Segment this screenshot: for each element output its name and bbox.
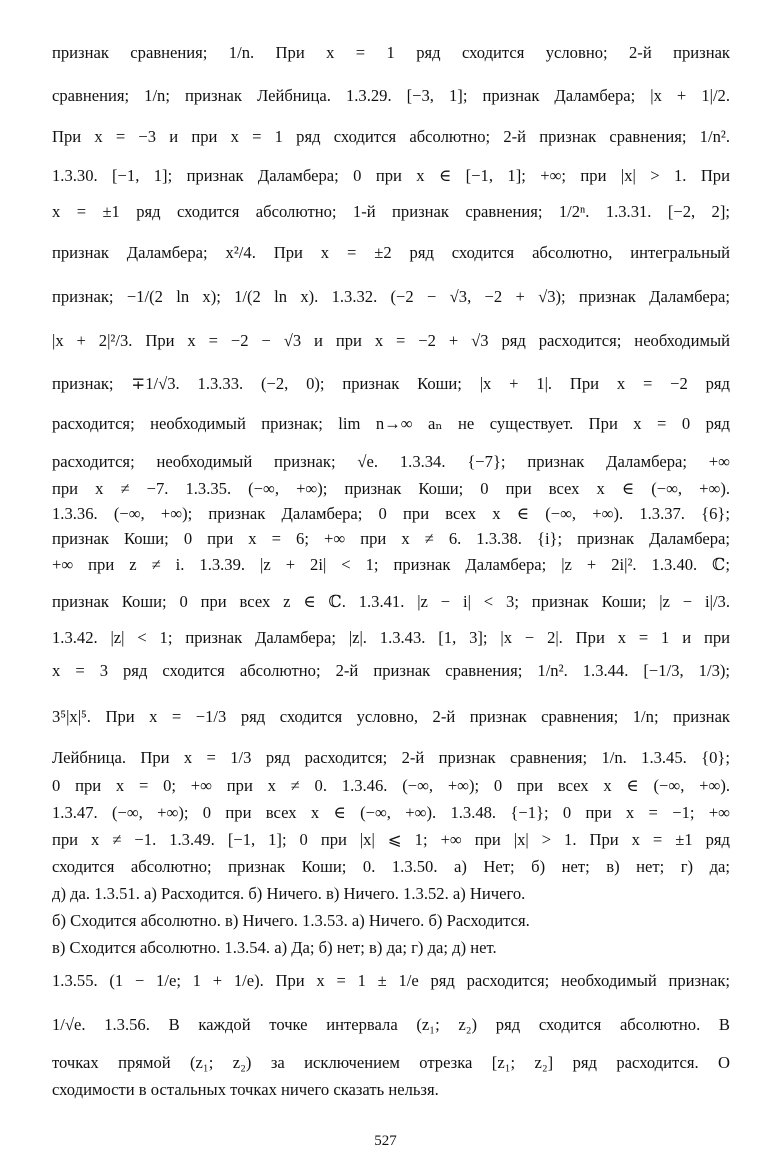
text-line: |x + 2|²/3. При x = −2 − √3 и при x = −2 + √3 ряд расходится; необходимый [52,331,730,350]
text-line: 1.3.42. |z| < 1; признак Даламбера; |z|. 1.3.43. [1, 3]; |x − 2|. При x = 1 и при [52,628,730,647]
text-line: сходимости в остальных точках ничего сказать нельзя. [52,1080,439,1099]
text-line: Лейбница. При x = 1/3 ряд расходится; 2-й признак сравнения; 1/n. 1.3.45. {0}; [52,748,730,767]
text-line: при x ≠ −1. 1.3.49. [−1, 1]; 0 при |x| ⩽ 1; +∞ при |x| > 1. При x = ±1 ряд [52,830,730,849]
text-line: При x = −3 и при x = 1 ряд сходится абсолютно; 2-й признак сравнения; 1/n². [52,127,730,146]
text-line: +∞ при z ≠ i. 1.3.39. |z + 2i| < 1; признак Даламбера; |z + 2i|². 1.3.40. ℂ; [52,555,730,574]
text-line: признак Коши; 0 при x = 6; +∞ при x ≠ 6. 1.3.38. {i}; признак Даламбера; [52,529,730,548]
text-line: при x ≠ −7. 1.3.35. (−∞, +∞); признак Коши; 0 при всех x ∈ (−∞, +∞). [52,479,730,498]
text-line: 3⁵|x|⁵. При x = −1/3 ряд сходится условно, 2-й признак сравнения; 1/n; признак [52,707,730,726]
text-line: сравнения; 1/n; признак Лейбница. 1.3.29. [−3, 1]; признак Даламбера; |x + 1|/2. [52,86,730,105]
text-line: точках прямой (z₁; z₂) за исключением отрезка [z₁; z₂] ряд расходится. О [52,1053,730,1072]
text-line: сходится абсолютно; признак Коши; 0. 1.3.50. а) Нет; б) нет; в) нет; г) да; [52,857,730,876]
text-line: в) Сходится абсолютно. 1.3.54. а) Да; б) нет; в) да; г) да; д) нет. [52,938,497,957]
text-line: 1.3.30. [−1, 1]; признак Даламбера; 0 при x ∈ [−1, 1]; +∞; при |x| > 1. При [52,166,730,185]
text-line: x = ±1 ряд сходится абсолютно; 1-й признак сравнения; 1/2ⁿ. 1.3.31. [−2, 2]; [52,202,730,221]
text-line: 0 при x = 0; +∞ при x ≠ 0. 1.3.46. (−∞, +∞); 0 при всех x ∈ (−∞, +∞). [52,776,730,795]
text-line: признак сравнения; 1/n. При x = 1 ряд сходится условно; 2-й признак [52,43,730,62]
text-line: 1.3.47. (−∞, +∞); 0 при всех x ∈ (−∞, +∞). 1.3.48. {−1}; 0 при x = −1; +∞ [52,803,730,822]
text-line: б) Сходится абсолютно. в) Ничего. 1.3.53. а) Ничего. б) Расходится. [52,911,530,930]
text-line: признак; ∓1/√3. 1.3.33. (−2, 0); признак Коши; |x + 1|. При x = −2 ряд [52,374,730,393]
text-line: расходится; необходимый признак; lim n→∞ aₙ не существует. При x = 0 ряд [52,414,730,433]
text-line: 1/√e. 1.3.56. В каждой точке интервала (z₁; z₂) ряд сходится абсолютно. В [52,1015,730,1034]
text-line: д) да. 1.3.51. а) Расходится. б) Ничего. в) Ничего. 1.3.52. а) Ничего. [52,884,526,903]
text-line: признак Даламбера; x²/4. При x = ±2 ряд сходится абсолютно, интегральный [52,243,730,262]
text-line: признак; −1/(2 ln x); 1/(2 ln x). 1.3.32. (−2 − √3, −2 + √3); признак Даламбера; [52,287,730,306]
text-line: признак Коши; 0 при всех z ∈ ℂ. 1.3.41. |z − i| < 3; признак Коши; |z − i|/3. [52,592,730,611]
text-line: 1.3.55. (1 − 1/e; 1 + 1/e). При x = 1 ± 1/e ряд расходится; необходимый признак; [52,971,730,990]
text-line: 1.3.36. (−∞, +∞); признак Даламбера; 0 при всех x ∈ (−∞, +∞). 1.3.37. {6}; [52,504,730,523]
text-line: x = 3 ряд сходится абсолютно; 2-й признак сравнения; 1/n². 1.3.44. [−1/3, 1/3); [52,661,730,680]
text-line: расходится; необходимый признак; √e. 1.3.34. {−7}; признак Даламбера; +∞ [52,452,730,471]
page-number: 527 [374,1133,397,1149]
